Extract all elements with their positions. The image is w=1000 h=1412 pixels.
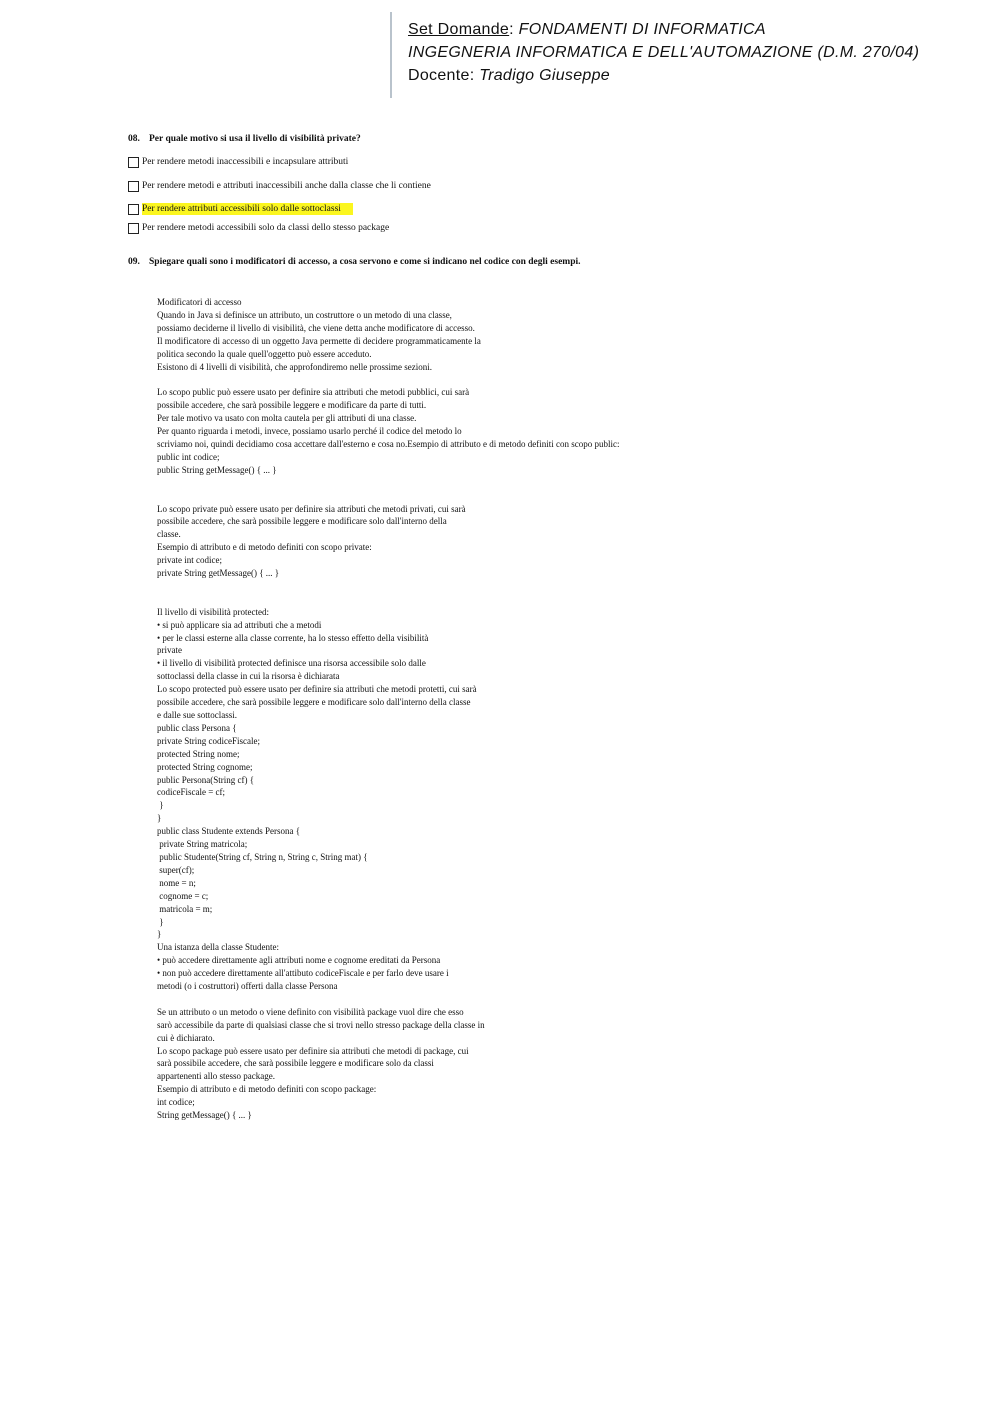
answer-line: Lo scopo private può essere usato per definire sia attributi che metodi privati, cui sarà	[157, 503, 466, 514]
answer-line: appartenenti allo stesso package.	[157, 1071, 275, 1082]
answer-line	[157, 993, 877, 1006]
answer-line: matricola = m;	[157, 903, 213, 914]
answer-line: public class Studente extends Persona {	[157, 826, 301, 837]
answer-line: possibile accedere, che sarà possibile leggere e modificare solo dall'interno della	[157, 516, 447, 527]
option-label: Per rendere metodi inaccessibili e incapsulare attributi	[142, 157, 349, 167]
answer-line: Modificatori di accesso	[157, 297, 242, 307]
answer-line	[157, 580, 877, 593]
answer-line: sarò accessibile da parte di qualsiasi classe che si trovi nello stresso package della classe in	[157, 1019, 485, 1030]
answer-line: classe.	[157, 529, 181, 540]
answer-line: Il livello di visibilità protected:	[157, 606, 269, 617]
option-1[interactable]	[128, 155, 352, 169]
answer-line: public String getMessage() { ... }	[157, 464, 277, 475]
answer-line: private	[157, 645, 182, 656]
answer-line: • non può accedere direttamente all'attibuto codiceFiscale e per farlo deve usare i	[157, 968, 449, 979]
set-colon: :	[509, 21, 514, 38]
answer-line: public int codice;	[157, 451, 220, 462]
answer-line: Lo scopo public può essere usato per definire sia attributi che metodi pubblici, cui sarà	[157, 387, 470, 398]
answer-line: possiamo deciderne il livello di visibilità, che viene detta anche modificatore di accesso.	[157, 322, 475, 333]
answer-line: private int codice;	[157, 555, 222, 566]
answer-line: Lo scopo protected può essere usato per definire sia attributi che metodi protetti, cui sarà	[157, 684, 477, 695]
answer-line: public Persona(String cf) {	[157, 774, 255, 785]
answer-line: }	[157, 929, 162, 940]
answer-line: Se un attributo o un metodo o viene definito con visibilità package vuol dire che esso	[157, 1006, 464, 1017]
document-header	[408, 18, 919, 87]
header-teacher-line	[408, 64, 919, 87]
answer-line: Il modificatore di accesso di un oggetto Java permette di decidere programmaticamente la	[157, 335, 481, 346]
answer-line: String getMessage() { ... }	[157, 1110, 252, 1121]
answer-line	[157, 373, 877, 386]
answer-line: nome = n;	[157, 877, 196, 888]
set-label: Set Domande	[408, 21, 510, 38]
answer-line: Per tale motivo va usato con molta cautela per gli attributi di una classe.	[157, 413, 417, 424]
answer-line: }	[157, 916, 164, 927]
answer-line: Esempio di attributo e di metodo definiti con scopo private:	[157, 542, 372, 553]
answer-line	[157, 593, 877, 606]
header-degree-line	[408, 41, 919, 64]
answer-line: private String codiceFiscale;	[157, 735, 260, 746]
header-divider	[390, 12, 392, 98]
option-3-highlighted[interactable]	[128, 202, 353, 216]
answer-line: Esempio di attributo e di metodo definiti con scopo package:	[157, 1084, 377, 1095]
question-number: 08.	[128, 134, 140, 144]
answer-line: e dalle sue sottoclassi.	[157, 710, 237, 720]
answer-line: protected String cognome;	[157, 761, 253, 772]
answer-line: Per quanto riguarda i metodi, invece, possiamo usarlo perché il codice del metodo lo	[157, 426, 462, 437]
checkbox[interactable]	[128, 157, 139, 168]
answer-line: • per le classi esterne alla classe corrente, ha lo stesso effetto della visibilità	[157, 632, 429, 643]
answer-line: Esistono di 4 livelli di visibilità, che approfondiremo nelle prossime sezioni.	[157, 361, 432, 372]
degree-name: INGEGNERIA INFORMATICA E DELL'AUTOMAZIONE (D.M. 270/04)	[408, 44, 920, 61]
answer-line: cui è dichiarato.	[157, 1032, 215, 1043]
answer-line: metodi (o i costruttori) offerti dalla classe Persona	[157, 981, 338, 992]
answer-line	[157, 477, 877, 490]
answer-line	[157, 490, 877, 503]
answer-line: possibile accedere, che sarà possibile leggere e modificare da parte di tutti.	[157, 400, 427, 411]
question-09-title	[128, 257, 581, 267]
checkbox[interactable]	[128, 204, 139, 215]
answer-line: politica secondo la quale quell'oggetto può essere acceduto.	[157, 348, 372, 359]
answer-line: protected String nome;	[157, 748, 240, 759]
answer-line: }	[157, 800, 164, 811]
question-08-title	[128, 134, 361, 144]
question-text: Per quale motivo si usa il livello di visibilità private?	[149, 134, 361, 144]
checkbox[interactable]	[128, 223, 139, 234]
answer-line: • può accedere direttamente agli attributi nome e cognome ereditati da Persona	[157, 955, 441, 966]
option-2[interactable]	[128, 179, 435, 193]
question-number: 09.	[128, 257, 140, 267]
answer-line: • si può applicare sia ad attributi che a metodi	[157, 619, 322, 630]
answer-line: cognome = c;	[157, 890, 209, 901]
header-set-line	[408, 18, 919, 41]
answer-line: Lo scopo package può essere usato per definire sia attributi che metodi di package, cui	[157, 1045, 469, 1056]
answer-line: int codice;	[157, 1097, 195, 1108]
answer-line: sarà possibile accedere, che sarà possibile leggere e modificare solo da classi	[157, 1058, 434, 1069]
answer-line: }	[157, 813, 162, 824]
answer-line: Quando in Java si definisce un attributo, un costruttore o un metodo di una classe,	[157, 309, 452, 320]
option-label: Per rendere metodi e attributi inaccessibili anche dalla classe che li contiene	[142, 181, 431, 191]
answer-line: codiceFiscale = cf;	[157, 787, 226, 798]
answer-line: • il livello di visibilità protected definisce una risorsa accessibile solo dalle	[157, 658, 426, 669]
answer-line: private String getMessage() { ... }	[157, 568, 280, 579]
answer-line: scriviamo noi, quindi decidiamo cosa accettare dall'esterno e cosa no.Esempio di attributo e di metodo definiti con scopo public:	[157, 438, 620, 449]
teacher-name: Tradigo Giuseppe	[479, 67, 611, 84]
option-label: Per rendere metodi accessibili solo da classi dello stesso package	[142, 223, 390, 233]
answer-line: Una istanza della classe Studente:	[157, 942, 279, 953]
checkbox[interactable]	[128, 181, 139, 192]
answer-line: possibile accedere, che sarà possibile leggere e modificare solo dall'interno della classe	[157, 697, 471, 708]
answer-line: private String matricola;	[157, 839, 248, 850]
question-text: Spiegare quali sono i modificatori di accesso, a cosa servono e come si indicano nel codice con degli esempi.	[149, 257, 581, 267]
teacher-label: Docente:	[408, 67, 475, 84]
answer-text-block	[157, 296, 877, 1122]
course-name: FONDAMENTI DI INFORMATICA	[518, 21, 766, 38]
answer-line: sottoclassi della classe in cui la risorsa è dichiarata	[157, 671, 340, 682]
answer-line: public Studente(String cf, String n, String c, String mat) {	[157, 851, 368, 862]
option-4[interactable]	[128, 221, 393, 235]
answer-line: public class Persona {	[157, 722, 237, 733]
option-label: Per rendere attributi accessibili solo dalle sottoclassi	[142, 203, 353, 215]
answer-line: super(cf);	[157, 864, 195, 875]
